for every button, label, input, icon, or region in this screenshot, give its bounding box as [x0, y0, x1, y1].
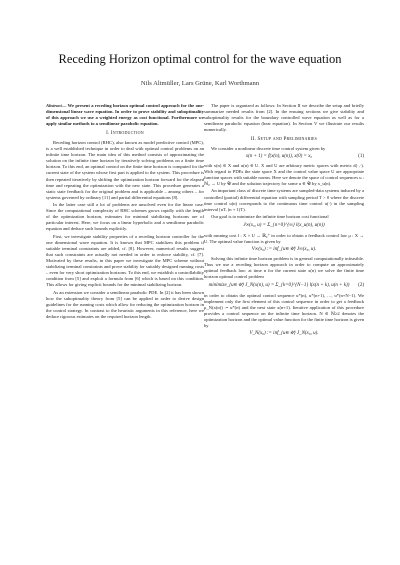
equation-number: (2) [358, 282, 364, 288]
paragraph: Our goal is to minimize the infinite time horizon cost functional [211, 214, 329, 220]
paragraph: First, we investigate stability properties of a receding horizon controller for the one dimensional wave equation. It is known that MPC stabilizes this problem if suitable terminal constraints are added, cf. [8]. However, numerical results suggest that such constraints are actually not needed in order to enforce stability, cf. [7]. Motivated by these results, in this paper we investigate the MPC scheme without stabilizing terminal constraints and prove stability for suitably designed running costs – even for very short optimization horizons. To this end, we establish a controllability condition from [5] and exploit a formula from [6] which is based on this condition. This allows for giving explicit bounds for the minimal stabilizing horizon. [46, 233, 204, 288]
section-heading-introduction: I. Introduction [106, 131, 144, 137]
paragraph: The paper is organized as follows: In Section II we describe the setup and briefly summarize needed results from [2]. In the ensuing sections we give stability and suboptimality results for the boundary controlled wave equation as well as for a semilinear parabolic equation (heat equation). In Section V we illustrate our results numerically. [204, 103, 364, 133]
paragraph: in order to obtain the optimal control sequence u*(n), u*(n+1), …, u*(n+N−1). We implement only the first element of this control sequence in order to get a feedback μ_N(x(n)) := u*(n) and the next state x(n+1). Iterative application of this procedure provides a control sequence on the infinite time horizon. N ∈ ℕ≥2 denotes the optimization horizon and the optimal value function for the finite time horizon is given by [204, 293, 364, 329]
equation-body: minimize_{u∈𝒰} J_N(x(n), u) = Σ_{k=0}^{N−1} l(x(n + k), u(n + k)) [208, 282, 350, 288]
paragraph: with running cost l : X × U → ℝ₀⁺ in order to obtain a feedback control law μ : X → U. The optimal value function is given by [204, 233, 364, 245]
paragraph: Receding horizon control (RHC), also known as model predictive control (MPC), is a well established technique in order to deal with optimal control problems on an infinite time horizon. The main idea of this method consists of approximating the solution on the infinite time horizon by iteratively solving problems on a finite time horizon. To this end, an optimal control on the finite time horizon is computed for the current state of the system whose first part is applied to the system. This procedure is then repeated iteratively by shifting the optimization horizon forward for the elapsed time and repeating the optimization with the new state. This procedure generates a static state feedback for the original problem and is applicable – among others – for systems governed by ordinary [11] and partial differential equations [8]. [46, 140, 204, 200]
paragraph: with x(n) ∈ X and u(n) ∈ U. X and U are arbitrary metric spaces with metric d(·,·). With regard to PDEs the state space X and the control value space U are appropriate function spaces with suitable norms. Here we denote the space of control sequences u : ℕ₀ → U by 𝒰 and the solution trajectory for some u ∈ 𝒰 by x_u(n). [204, 162, 364, 187]
equation-body: V∞(x₀) := inf_{u∈𝒰} J∞(x₀, u). [251, 247, 317, 253]
equation-finite-value-function [204, 331, 364, 337]
equation-value-function [204, 247, 364, 253]
equation-cost-functional [204, 223, 364, 229]
equation-number: (1) [358, 154, 364, 160]
left-column [46, 103, 204, 321]
section-heading-setup: II. Setup and Preliminaries [250, 137, 318, 143]
right-column [204, 103, 364, 340]
equation-body: V_N(x₀) := inf_{u∈𝒰} J_N(x₀, u). [249, 331, 319, 337]
paragraph: In the latter case still a lot of problems are unsolved even for the linear case. Since the computational complexity of RHC schemes grows rapidly with the length of the optimization horizon, estimates for minimal stabilizing horizons are of particular interest. Here, we focus on a linear hyperbolic and a semilinear parabolic equation and deduce such bounds explicitly. [46, 202, 204, 232]
equation-1 [204, 154, 364, 160]
paragraph: As an extension we consider a semilinear parabolic PDE. In [2] it has been shown how the suboptimality theory from [5] can be applied in order to derive design guidelines for the running costs which allow for reducing the optimization horizon in the control strategy. In contrast to the heuristic arguments in this reference, here we deduce rigorous estimates on the required horizon length. [46, 289, 204, 319]
paper-title: Receding Horizon optimal control for the wave equation [58, 52, 342, 66]
equation-body: J∞(x₀, u) = Σ_{n=0}^{∞} l(x_u(n), u(n)) [243, 223, 325, 229]
paragraph: Solving this infinite time horizon problem is in general computationally infeasible. Thus we use a receding horizon approach in order to compute an approximately optimal feedback law: at time n for the current state x(n) we solve the finite time horizon optimal control problem [204, 255, 364, 279]
equation-2 [204, 283, 364, 289]
paragraph: An important class of discrete time systems are sampled-data systems induced by a controlled (partial) differential equation with sampling period T > 0 where the discrete time control u(n) corresponds to the continuous time control u(·) in the sampling interval [nT, (n + 1)T). [204, 188, 364, 212]
abstract-label: Abstract [46, 103, 62, 108]
equation-body: x(n + 1) = f(x(n), u(n)), x(0) = x₀ [245, 154, 313, 160]
author-list: Nils Altmüller, Lars Grüne, Karl Worthmann [140, 80, 260, 87]
abstract-text: — We present a receding horizon optimal control approach for the one-dimensional linear wave equation. In order to prove stability and suboptimality of this approach we use a weighted energy as cost functional. Furthermore we apply similar methods to a semilinear parabolic equation. [46, 103, 204, 127]
paragraph: We consider a nonlinear discrete time control system given by [211, 146, 326, 152]
abstract [46, 103, 204, 127]
